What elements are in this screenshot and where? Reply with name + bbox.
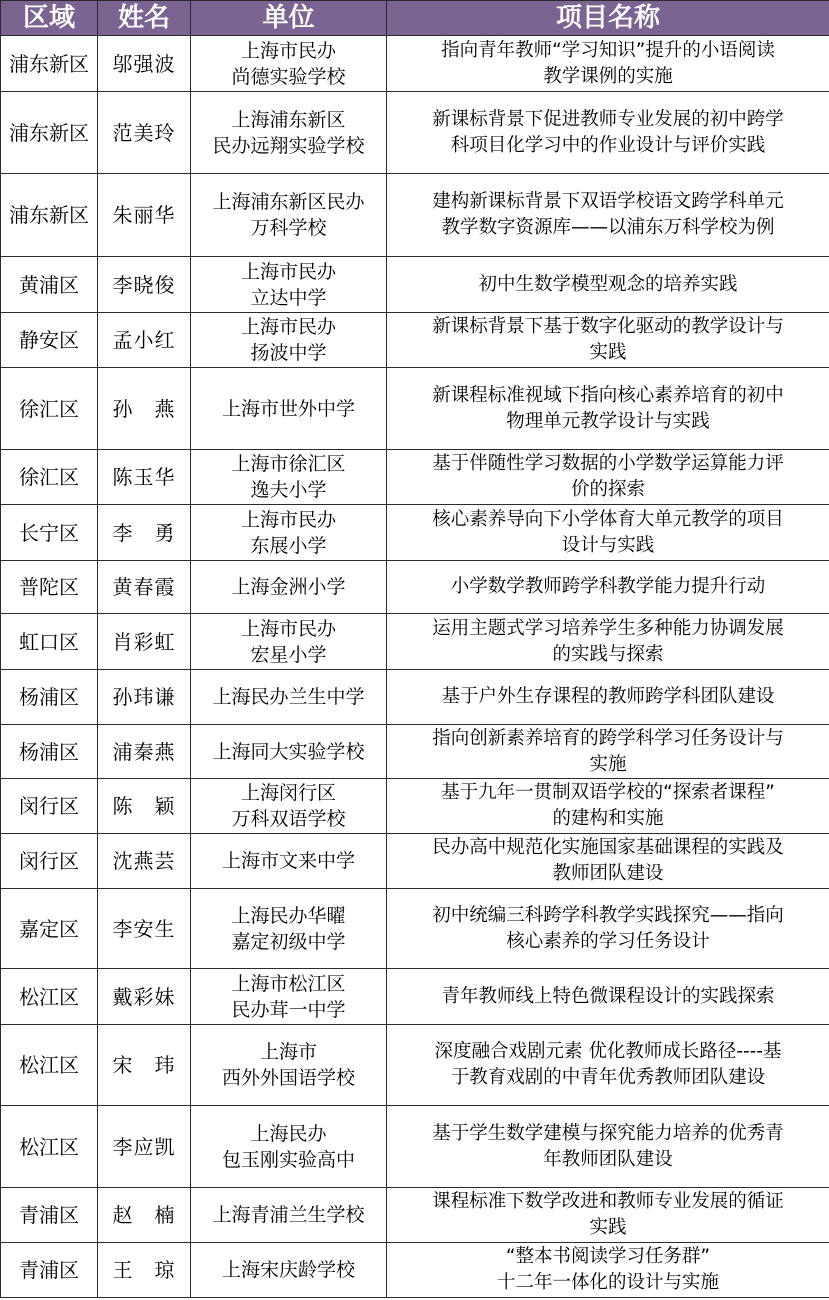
cell-unit — [191, 969, 387, 1025]
project-line: 科项目化学习中的作业设计与评价实践 — [450, 134, 766, 156]
unit-line: 立达中学 — [250, 286, 327, 309]
cell-project — [387, 779, 829, 834]
cell-project — [387, 313, 829, 368]
cell-district: 青浦区 — [1, 1188, 98, 1243]
project-line: 于教育戏剧的中青年优秀教师团队建设 — [450, 1067, 766, 1088]
table-row — [1, 1243, 829, 1298]
cell-project — [387, 368, 829, 450]
project-line: 运用主题式学习培养学生多种能力协调发展 — [432, 617, 784, 639]
header-project: 项目名称 — [387, 1, 829, 36]
project-line: 课程标准下数学改进和教师专业发展的循证 — [432, 1191, 784, 1212]
cell-unit — [191, 313, 387, 368]
unit-line: 上海市文来中学 — [221, 850, 355, 872]
project-line: 的建构和实施 — [552, 808, 664, 829]
project-line: 物理单元教学设计与实践 — [506, 410, 710, 432]
unit-line: 万科学校 — [250, 217, 327, 239]
cell-district: 杨浦区 — [1, 725, 98, 779]
cell-unit — [191, 561, 387, 614]
unit-line: 上海市民办 — [240, 617, 336, 640]
project-line: 小学数学教师跨学科教学能力提升行动 — [450, 576, 766, 597]
cell-project — [387, 505, 829, 561]
cell-district: 松江区 — [1, 1106, 98, 1188]
cell-unit — [191, 36, 387, 92]
unit-line: 上海金洲小学 — [231, 576, 346, 598]
project-line: 教师团队建设 — [552, 863, 664, 884]
unit-line: 上海浦东新区民办 — [212, 191, 365, 213]
unit-line: 上海宋庆龄学校 — [221, 1259, 355, 1281]
cell-district: 虹口区 — [1, 614, 98, 670]
unit-line: 上海闵行区 — [240, 782, 336, 804]
cell-unit — [191, 257, 387, 313]
table-row — [1, 450, 829, 505]
table-row — [1, 969, 829, 1025]
cell-district: 徐汇区 — [1, 368, 98, 450]
project-line: 实施 — [589, 753, 627, 775]
cell-name: 孟小红 — [98, 313, 191, 368]
cell-unit — [191, 1188, 387, 1243]
cell-name: 沈燕芸 — [98, 834, 191, 889]
project-line: 年教师团队建设 — [543, 1148, 673, 1170]
cell-district: 嘉定区 — [1, 889, 98, 969]
cell-unit — [191, 450, 387, 505]
cell-project — [387, 561, 829, 614]
cell-unit — [191, 779, 387, 834]
project-line: 指向创新素养培育的跨学科学习任务设计与 — [432, 727, 784, 749]
project-line: 教学数字资源库——以浦东万科学校为例 — [441, 217, 775, 238]
header-row — [1, 1, 829, 36]
unit-line: 上海市世外中学 — [221, 397, 355, 420]
project-line: 新课标背景下促进教师专业发展的初中跨学 — [432, 108, 784, 130]
unit-line: 上海民办 — [250, 1122, 327, 1145]
cell-project — [387, 725, 829, 779]
cell-unit — [191, 834, 387, 889]
unit-line: 扬波中学 — [250, 342, 327, 364]
cell-project — [387, 92, 829, 174]
cell-unit — [191, 725, 387, 779]
cell-name: 李应凯 — [98, 1106, 191, 1188]
cell-district: 长宁区 — [1, 505, 98, 561]
cell-district: 青浦区 — [1, 1243, 98, 1298]
unit-line: 上海市民办 — [240, 316, 336, 338]
header-unit: 单位 — [191, 1, 387, 36]
project-line: 基于学生数学建模与探究能力培养的优秀青 — [432, 1122, 784, 1144]
unit-line: 民办茸一中学 — [231, 998, 346, 1021]
cell-name: 孙 燕 — [98, 368, 191, 450]
header-district: 区域 — [1, 1, 98, 36]
cell-name: 宋 玮 — [98, 1025, 191, 1106]
project-line: 基于九年一贯制双语学校的“探索者课程” — [441, 782, 775, 803]
cell-district: 杨浦区 — [1, 670, 98, 725]
cell-name: 王 琼 — [98, 1243, 191, 1298]
unit-line: 上海市徐汇区 — [231, 453, 346, 475]
project-line: 实践 — [589, 342, 627, 363]
table-row — [1, 1106, 829, 1188]
cell-name: 肖彩虹 — [98, 614, 191, 670]
project-line: 价的探索 — [570, 479, 645, 500]
cell-unit — [191, 670, 387, 725]
table-row — [1, 1025, 829, 1106]
cell-unit — [191, 92, 387, 174]
cell-name: 赵 楠 — [98, 1188, 191, 1243]
unit-line: 宏星小学 — [250, 643, 327, 666]
table-row — [1, 725, 829, 779]
cell-name: 范美玲 — [98, 92, 191, 174]
project-line: 建构新课标背景下双语学校语文跨学科单元 — [432, 191, 784, 212]
cell-district: 浦东新区 — [1, 92, 98, 174]
cell-project — [387, 1188, 829, 1243]
cell-unit — [191, 368, 387, 450]
cell-name: 孙玮谦 — [98, 670, 191, 725]
cell-name: 黄春霞 — [98, 561, 191, 614]
cell-project — [387, 174, 829, 257]
unit-line: 嘉定初级中学 — [231, 930, 346, 953]
cell-unit — [191, 1243, 387, 1298]
unit-line: 上海同大实验学校 — [212, 740, 365, 763]
unit-line: 上海市 — [259, 1041, 317, 1063]
unit-line: 民办远翔实验学校 — [212, 134, 365, 157]
cell-district: 闵行区 — [1, 779, 98, 834]
cell-unit — [191, 614, 387, 670]
unit-line: 上海民办华曜 — [231, 904, 346, 927]
cell-district: 黄浦区 — [1, 257, 98, 313]
cell-project — [387, 670, 829, 725]
unit-line: 上海青浦兰生学校 — [212, 1204, 365, 1226]
unit-line: 上海民办兰生中学 — [212, 686, 365, 708]
unit-line: 逸夫小学 — [250, 479, 327, 501]
cell-name: 浦秦燕 — [98, 725, 191, 779]
table-row — [1, 561, 829, 614]
cell-project — [387, 834, 829, 889]
table-row — [1, 313, 829, 368]
project-line: 基于伴随性学习数据的小学数学运算能力评 — [432, 453, 784, 474]
project-line: 教学课例的实施 — [543, 65, 673, 87]
cell-unit — [191, 1106, 387, 1188]
project-line: 深度融合戏剧元素 优化教师成长路径----基 — [434, 1041, 782, 1062]
cell-unit — [191, 1025, 387, 1106]
cell-district: 闵行区 — [1, 834, 98, 889]
project-line: 核心素养导向下小学体育大单元教学的项目 — [432, 508, 784, 530]
table-row — [1, 779, 829, 834]
cell-district: 普陀区 — [1, 561, 98, 614]
cell-name: 李 勇 — [98, 505, 191, 561]
project-line: 基于户外生存课程的教师跨学科团队建设 — [441, 686, 775, 707]
cell-project — [387, 1025, 829, 1106]
project-line: 指向青年教师“学习知识”提升的小语阅读 — [441, 39, 775, 61]
table-row — [1, 505, 829, 561]
project-line: 设计与实践 — [561, 534, 655, 556]
table-row — [1, 368, 829, 450]
unit-line: 上海市民办 — [240, 39, 336, 62]
cell-name: 李晓俊 — [98, 257, 191, 313]
cell-district: 静安区 — [1, 313, 98, 368]
header-name: 姓名 — [98, 1, 191, 36]
table-row — [1, 670, 829, 725]
cell-project — [387, 1243, 829, 1298]
table-row — [1, 1188, 829, 1243]
cell-project — [387, 450, 829, 505]
table-row — [1, 834, 829, 889]
cell-name: 朱丽华 — [98, 174, 191, 257]
cell-name: 邬强波 — [98, 36, 191, 92]
cell-project — [387, 1106, 829, 1188]
cell-name: 陈 颖 — [98, 779, 191, 834]
table-row — [1, 36, 829, 92]
project-line: 新课程标准视域下指向核心素养培育的初中 — [432, 384, 784, 406]
cell-name: 戴彩妹 — [98, 969, 191, 1025]
table-row — [1, 614, 829, 670]
table-row — [1, 889, 829, 969]
unit-line: 尚德实验学校 — [231, 65, 346, 88]
cell-project — [387, 969, 829, 1025]
project-line: 民办高中规范化实施国家基础课程的实践及 — [432, 837, 784, 858]
cell-unit — [191, 889, 387, 969]
unit-line: 上海市民办 — [240, 508, 336, 531]
cell-district: 浦东新区 — [1, 36, 98, 92]
cell-district: 松江区 — [1, 969, 98, 1025]
table-row — [1, 92, 829, 174]
table-body — [1, 36, 829, 1298]
unit-line: 万科双语学校 — [231, 808, 346, 830]
unit-line: 上海浦东新区 — [231, 108, 346, 131]
project-line: 新课标背景下基于数字化驱动的教学设计与 — [432, 316, 784, 337]
table-row — [1, 257, 829, 313]
cell-project — [387, 36, 829, 92]
cell-unit — [191, 174, 387, 257]
unit-line: 西外外国语学校 — [221, 1067, 355, 1089]
project-line: 十二年一体化的设计与实施 — [496, 1272, 719, 1293]
unit-line: 包玉刚实验高中 — [221, 1148, 355, 1171]
cell-name: 李安生 — [98, 889, 191, 969]
cell-district: 松江区 — [1, 1025, 98, 1106]
project-line: 实践 — [589, 1217, 627, 1238]
project-line: 青年教师线上特色微课程设计的实践探索 — [441, 985, 775, 1007]
project-line: 核心素养的学习任务设计 — [506, 930, 710, 952]
cell-project — [387, 257, 829, 313]
unit-line: 上海市民办 — [240, 260, 336, 283]
cell-name: 陈玉华 — [98, 450, 191, 505]
project-line: 的实践与探索 — [552, 643, 664, 665]
project-line: “整本书阅读学习任务群” — [505, 1246, 711, 1267]
cell-project — [387, 889, 829, 969]
unit-line: 东展小学 — [250, 534, 327, 557]
cell-project — [387, 614, 829, 670]
table-row — [1, 174, 829, 257]
cell-unit — [191, 505, 387, 561]
unit-line: 上海市松江区 — [231, 972, 346, 995]
cell-district: 徐汇区 — [1, 450, 98, 505]
project-line: 初中统编三科跨学科教学实践探究——指向 — [432, 904, 784, 926]
project-line: 初中生数学模型观念的培养实践 — [478, 273, 738, 295]
cell-district: 浦东新区 — [1, 174, 98, 257]
